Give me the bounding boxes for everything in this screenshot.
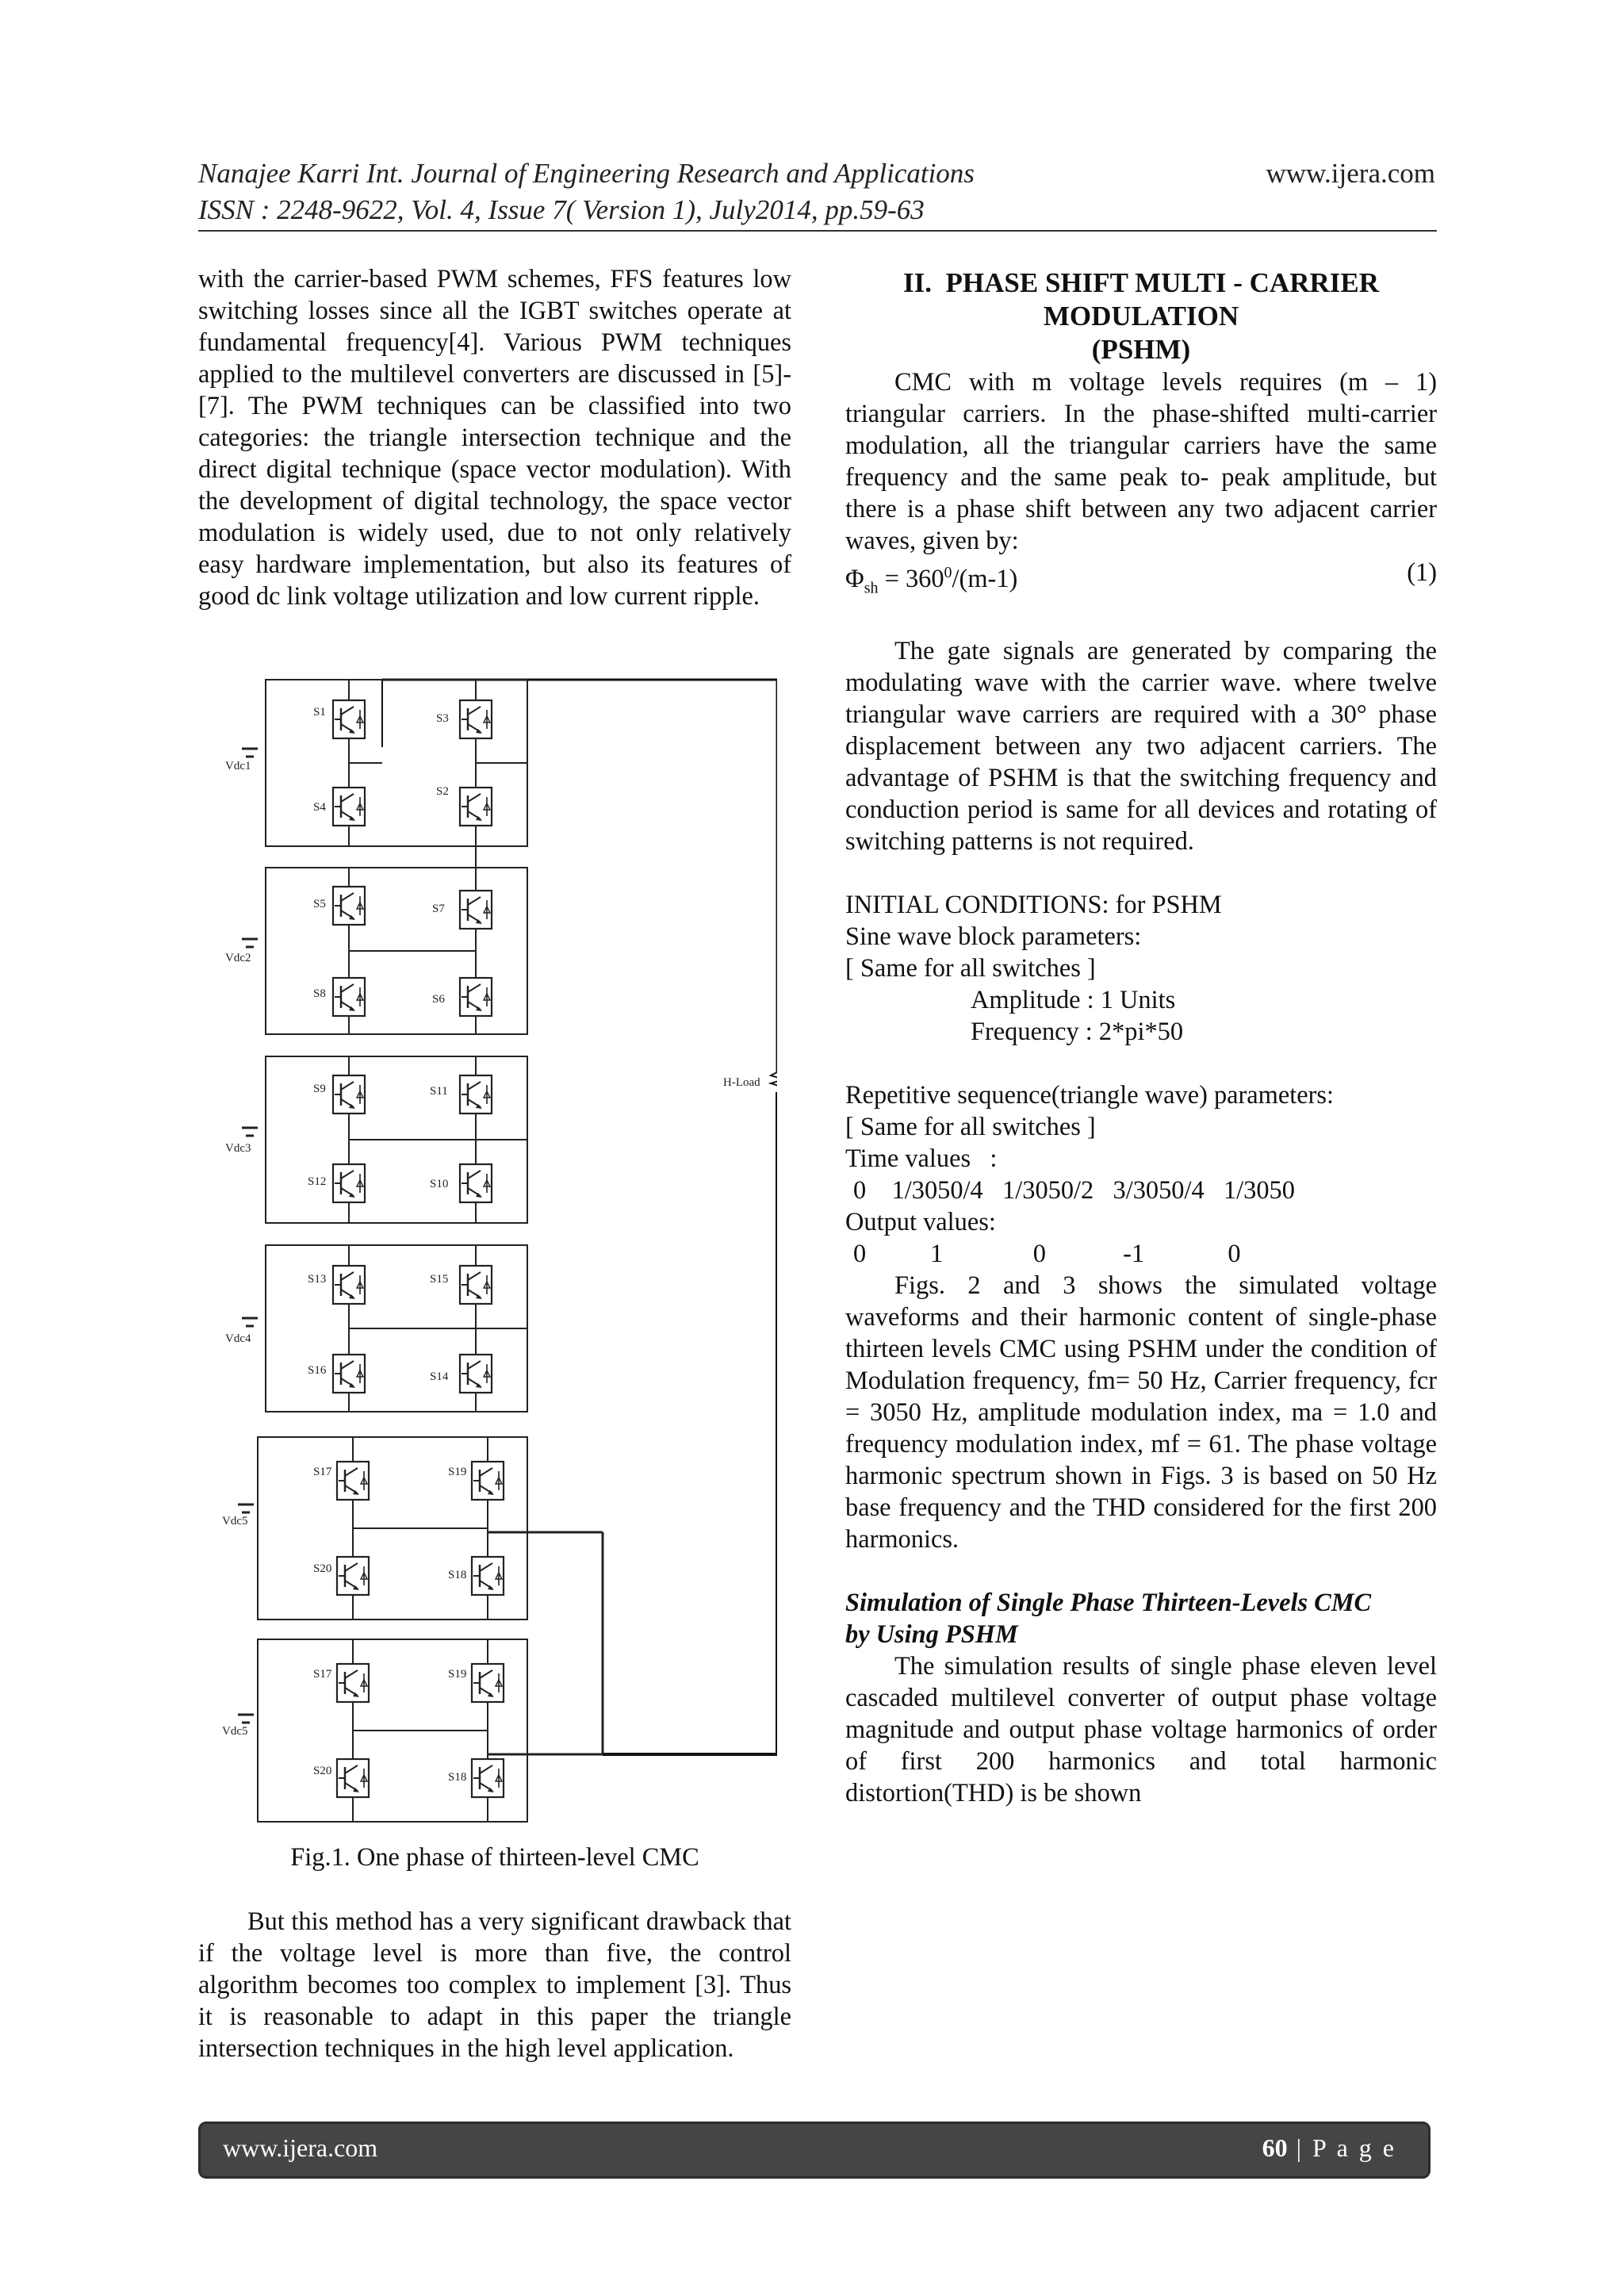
same-switches-2: [ Same for all switches ] [845,1113,1096,1142]
intro-paragraph: with the carrier-based PWM schemes, FFS features low switching losses since all the IGBT switches operate at fundamental frequency[4]. Various PWM techniques applied to the multilevel converters are discussed in [5]-[7]. The PWM techniques can be classified into two categories: the triangle intersection technique and the direct digital technique (space vector modulation). With the development of digital technology, the space vector modulation is widely used, due to not only relatively easy hardware implementation, but also its features of good dc link voltage utilization and low current ripple. [198,265,791,611]
h-bridge-cell-5 [238,1437,603,1754]
switch-label-s8: S8 [313,987,326,1000]
switch-label-s7: S7 [432,903,445,915]
time-values-label: Time values : [845,1144,998,1174]
switch-label-s10: S10 [430,1178,449,1190]
section-title-line-2: MODULATION [1043,301,1239,332]
source-label-vdc4: Vdc4 [225,1332,251,1345]
page-suffix: | P a g e [1287,2133,1396,2162]
section-number: II. [903,267,932,298]
section-title-line-3: (PSHM) [1091,334,1191,365]
source-label-vdc2: Vdc2 [225,952,251,964]
switch-label-s9: S9 [313,1083,326,1095]
equation-number: (1) [1407,558,1437,587]
figure-1-caption: Fig.1. One phase of thirteen-level CMC [290,1843,699,1872]
header-divider [198,230,1437,232]
page-number: 60 [1262,2133,1288,2162]
running-header [198,155,1150,228]
switch-label-s16: S16 [308,1364,327,1377]
switch-label-s20: S20 [313,1562,332,1575]
frequency-param: Frequency : 2*pi*50 [971,1018,1184,1047]
drawback-paragraph: But this method has a very significant drawback that if the voltage level is more than five, the control algorithm becomes too complex to implement [3]. Thus it is reasonable to adapt in this paper the triangle intersection techniques in the high level application. [198,1907,791,2063]
h-bridge-cell-6 [238,1639,603,1822]
switch-label-s20b: S20 [313,1765,332,1777]
switch-label-s19: S19 [448,1466,467,1478]
output-values-label: Output values: [845,1208,996,1237]
source-label-vdc5: Vdc5 [222,1515,248,1527]
time-values: 0 1/3050/4 1/3050/2 3/3050/4 1/3050 [853,1176,1295,1205]
equation-1 [845,557,1437,604]
pshm-paragraph: CMC with m voltage levels requires (m – 1) triangular carriers. In the phase-shifted multi-carrier modulation, all the triangular carriers have the same frequency and the same peak to- peak amplitude, but there is a phase shift between any two adjacent carrier waves, given by: [845,368,1437,555]
output-values: 0 1 0 -1 0 [853,1240,1241,1269]
switch-label-s11: S11 [430,1085,448,1098]
issn-line: ISSN : 2248-9622, Vol. 4, Issue 7( Version 1), July2014, pp.59-63 [198,194,925,225]
footer-page [1262,2133,1396,2163]
switch-label-s6: S6 [432,993,445,1006]
right-column [845,266,1437,1809]
switch-label-s3: S3 [436,712,449,725]
same-switches-1: [ Same for all switches ] [845,954,1096,983]
gate-signal-paragraph: The gate signals are generated by comparing the modulating wave with the carrier wave. where twelve triangular wave carriers are required with a 30° phase displacement between any two adjacent carriers. The advantage of PSHM is that the switching frequency and conduction period is same for all devices and rotating of switching patterns is not required. [845,637,1437,857]
switch-label-s19b: S19 [448,1668,467,1681]
footer-website[interactable]: www.ijera.com [223,2133,378,2162]
circuit-diagram [222,660,777,1826]
section-title-line-1: PHASE SHIFT MULTI - CARRIER [945,267,1379,298]
switch-label-s15: S15 [430,1273,449,1286]
source-label-vdc3: Vdc3 [225,1142,251,1155]
page-footer [198,2122,1431,2179]
source-label-vdc1: Vdc1 [225,760,251,772]
repetitive-sequence-label: Repetitive sequence(triangle wave) parameters: [845,1081,1335,1110]
switch-label-s18: S18 [448,1569,467,1581]
simulation-paragraph: The simulation results of single phase eleven level cascaded multilevel converter of output phase voltage magnitude and output phase voltage harmonics of order of first 200 harmonics and total harmonic distortion(THD) is be shown [845,1652,1437,1808]
source-label-vdc5b: Vdc5 [222,1725,248,1738]
load-label: H-Load [723,1076,760,1089]
switch-label-s13: S13 [308,1273,327,1286]
journal-line: Nanajee Karri Int. Journal of Engineering Research and Applications [198,158,975,189]
switch-label-s12: S12 [308,1175,327,1188]
switch-label-s14: S14 [430,1370,449,1383]
switch-label-s1: S1 [313,706,326,719]
drawback-paragraph-block [198,1906,791,2064]
intro-paragraph-block [198,263,791,612]
switch-label-s17: S17 [313,1466,332,1478]
switch-label-s17b: S17 [313,1668,332,1681]
switch-label-s4: S4 [313,801,326,814]
load-wiring [382,680,777,1754]
switch-label-s2: S2 [436,785,449,798]
equation-body: $\Phi_{sh} = 360^0/(m-1)$ [845,564,1018,597]
switch-label-s18b: S18 [448,1771,467,1784]
initial-conditions: INITIAL CONDITIONS: for PSHM [845,891,1222,920]
figs-paragraph: Figs. 2 and 3 shows the simulated voltage waveforms and their harmonic content of single-phase thirteen levels CMC using PSHM under the condition of Modulation frequency, fm= 50 Hz, Carrier frequency, fcr = 3050 Hz, amplitude modulation index, ma = 1.0 and frequency modulation index, mf = 61. The phase voltage harmonic spectrum shown in Figs. 3 is based on 50 Hz base frequency and the THD considered for the first 200 harmonics. [845,1271,1437,1554]
simulation-subheading: Simulation of Single Phase Thirteen-Levels CMC by Using PSHM [845,1589,1372,1650]
switch-label-s5: S5 [313,898,326,910]
header-website[interactable]: www.ijera.com [1266,158,1435,189]
figure-1-circuit [222,660,777,1826]
sine-block-label: Sine wave block parameters: [845,922,1142,952]
section-heading [845,266,1437,366]
amplitude-param: Amplitude : 1 Units [971,986,1176,1015]
